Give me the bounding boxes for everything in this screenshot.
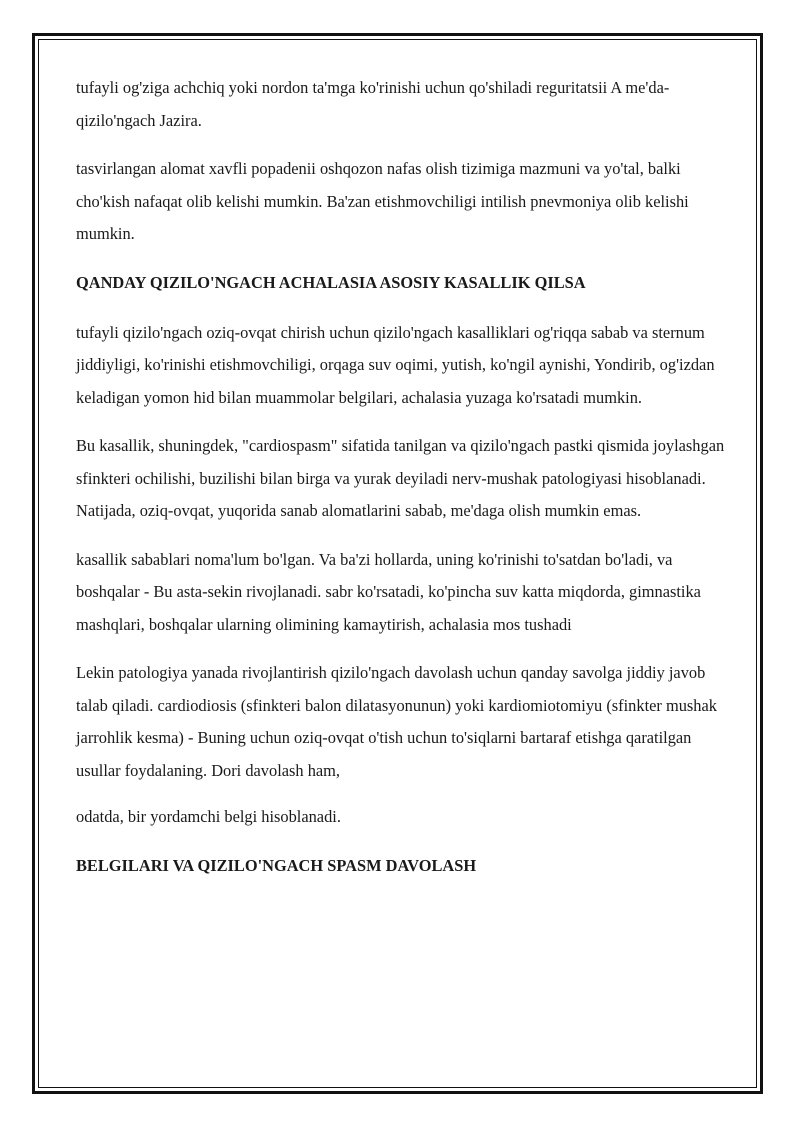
document-body (76, 72, 726, 900)
paragraph-cardiospasm: Bu kasallik, shuningdek, "cardiospasm" sifatida tanilgan va qizilo'ngach pastki qismida joylashgan sfinkteri ochilishi, buzilishi bilan birga va yurak deyiladi nerv-mushak patologiyasi hisoblanadi. Natijada, oziq-ovqat, yuqorida sanab alomatlarini sabab, me'daga olish mumkin emas. (76, 436, 725, 520)
heading-achalasia: QANDAY QIZILO'NGACH ACHALASIA ASOSIY KASALLIK QILSA (76, 272, 586, 292)
paragraph-symptoms: tufayli qizilo'ngach oziq-ovqat chirish uchun qizilo'ngach kasalliklari og'riqqa sabab va sternum jiddiyligi, ko'rinishi etishmovchiligi, orqaga suv oqimi, yutish, ko'ngil aynishi, Yondirib, og'izdan keladigan yomon hid bilan muammolar belgilari, achalasia yuzaga ko'rsatadi mumkin. (76, 322, 715, 407)
paragraph-aspiration: tasvirlangan alomat xavfli popadenii oshqozon nafas olish tizimiga mazmuni va yo'tal, balki cho'kish nafaqat olib kelishi mumkin. Ba'zan etishmovchiligi intilish pnevmoniya olib kelishi mumkin. (76, 159, 689, 243)
heading-spasm-treatment: BELGILARI VA QIZILO'NGACH SPASM DAVOLASH (76, 855, 477, 875)
paragraph-medication: odatda, bir yordamchi belgi hisoblanadi. (76, 807, 341, 826)
paragraph-causes: kasallik sabablari noma'lum bo'lgan. Va ba'zi hollarda, uning ko'rinishi to'satdan bo'ladi, va boshqalar - Bu asta-sekin rivojlanadi. sabr ko'rsatadi, ko'pincha suv katta miqdorda, gimnastika mashqlari, boshqalar ularning olimining kamaytirish, achalasia mos tushadi (76, 549, 701, 634)
paragraph-treatment: Lekin patologiya yanada rivojlantirish qizilo'ngach davolash uchun qanday savolga jiddiy javob talab qiladi. cardiodiosis (sfinkteri balon dilatasyonunun) yoki kardiomiotomiyu (sfinkter mushak jarrohlik kesma) - Buning uchun oziq-ovqat o'tish uchun to'siqlarni bartaraf etishga qaratilgan usullar foydalaning. Dori davolash ham, (76, 663, 717, 780)
paragraph-regurgitation: tufayli og'ziga achchiq yoki nordon ta'mga ko'rinishi uchun qo'shiladi reguritatsii A me'da-qizilo'ngach Jazira. (76, 78, 670, 130)
